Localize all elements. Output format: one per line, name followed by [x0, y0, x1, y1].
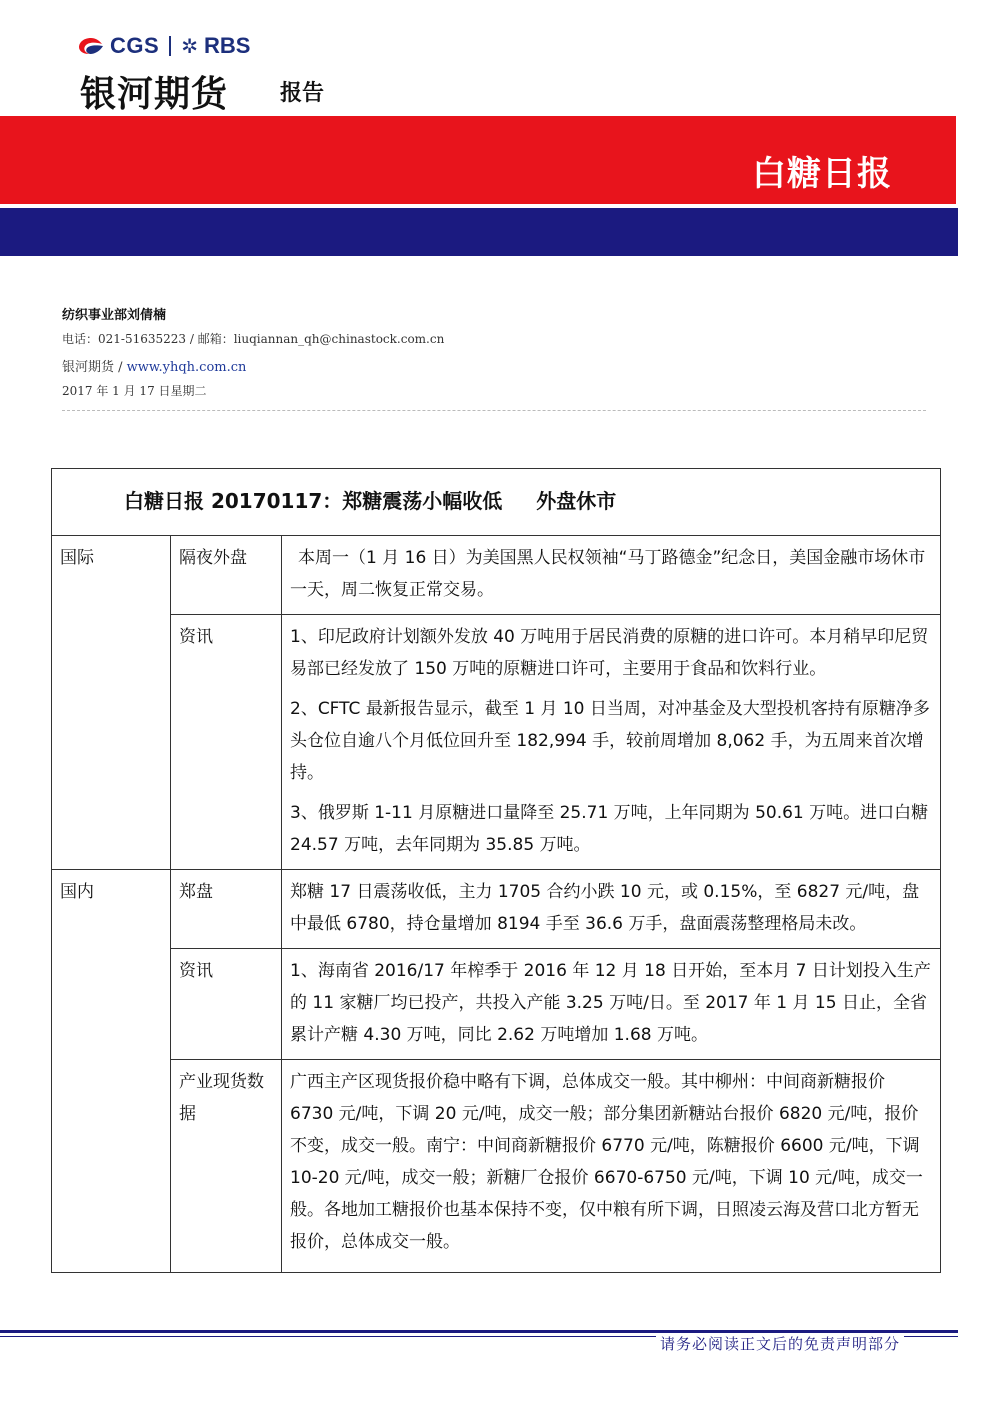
topic-cell: 产业现货数据 [171, 1060, 282, 1273]
content-paragraph: 本周一（1 月 16 日）为美国黑人民权领袖“马丁路德金”纪念日，美国金融市场休市一天，周二恢复正常交易。 [290, 548, 926, 600]
brand-subtitle: 报告 [280, 81, 325, 106]
company-logo [78, 32, 250, 60]
brand-name: 银河期货 [80, 74, 229, 115]
topic-cell: 隔夜外盘 [171, 536, 282, 615]
table-row [52, 536, 941, 615]
rbs-daisy-icon: ✲ [181, 34, 198, 58]
report-title-main: 白糖日报 20170117：郑糖震荡小幅收低 [124, 489, 503, 513]
table-row [52, 870, 941, 949]
author-line: 纺织事业部刘倩楠 [62, 308, 167, 323]
table-row [52, 615, 941, 870]
content-cell [282, 536, 941, 615]
content-cell [282, 1060, 941, 1273]
site-link[interactable]: www.yhqh.com.cn [126, 360, 247, 375]
logo-divider [169, 36, 171, 56]
report-title-cell [52, 469, 941, 536]
title-banner [0, 116, 956, 204]
table-row [52, 949, 941, 1060]
report-title-secondary: 外盘休市 [536, 489, 617, 513]
report-title [52, 469, 940, 515]
contact-line: 电话：021-51635223 / 邮箱：liuqiannan_qh@chinastock.com.cn [62, 332, 445, 346]
content-cell [282, 615, 941, 870]
report-table [51, 468, 941, 1273]
region-cell: 国际 [52, 536, 171, 870]
website-line [62, 356, 246, 375]
topic-cell: 郑盘 [171, 870, 282, 949]
dashed-divider [62, 410, 926, 411]
table-row [52, 1060, 941, 1273]
blue-banner [0, 208, 958, 256]
report-date: 2017 年 1 月 17 日星期二 [62, 384, 207, 398]
logo-cgs-text: CGS [110, 33, 160, 58]
content-paragraph: 1、印尼政府计划额外发放 40 万吨用于居民消费的原糖的进口许可。本月稍早印尼贸易部已经发放了 150 万吨的原糖进口许可，主要用于食品和饮料行业。 [290, 627, 929, 679]
content-paragraph: 郑糖 17 日震荡收低，主力 1705 合约小跌 10 元，或 0.15%，至 6827 元/吨，盘中最低 6780，持仓量增加 8194 手至 36.6 万手，盘面震荡整理格局未改。 [290, 882, 920, 934]
site-name: 银河期货 / [62, 360, 123, 375]
cgs-swoosh-icon [78, 36, 104, 56]
region-cell: 国内 [52, 870, 171, 1273]
content-paragraph: 广西主产区现货报价稳中略有下调，总体成交一般。其中柳州：中间商新糖报价 6730 元/吨，下调 20 元/吨，成交一般；部分集团新糖站台报价 6820 元/吨，报价不变，成交一般。南宁：中间商新糖报价 6770 元/吨，陈糖报价 6600 元/吨，下调 10-20 元/吨，成交一般；新糖厂仓报价 6670-6750 元/吨，下调 10 元/吨，成交一般。各地加工糖报价也基本保持不变，仅中粮有所下调，日照凌云海及营口北方暂无报价，总体成交一般。 [290, 1072, 923, 1252]
topic-cell: 资讯 [171, 615, 282, 870]
report-name: 白糖日报 [752, 154, 892, 194]
footer-disclaimer: 请务必阅读正文后的免责声明部分 [656, 1333, 904, 1354]
content-cell [282, 949, 941, 1060]
content-paragraph: 3、俄罗斯 1-11 月原糖进口量降至 25.71 万吨，上年同期为 50.61 万吨。进口白糖 24.57 万吨，去年同期为 35.85 万吨。 [290, 803, 929, 855]
content-cell [282, 870, 941, 949]
content-paragraph: 2、CFTC 最新报告显示，截至 1 月 10 日当周，对冲基金及大型投机客持有原糖净多头仓位自逾八个月低位回升至 182,994 手，较前周增加 8,062 手，为五周来首次增持。 [290, 699, 930, 783]
topic-cell: 资讯 [171, 949, 282, 1060]
logo-rbs-text: RBS [203, 33, 251, 58]
content-paragraph: 1、海南省 2016/17 年榨季于 2016 年 12 月 18 日开始，至本月 7 日计划投入生产的 11 家糖厂均已投产，共投入产能 3.25 万吨/日。至 2017 年 1 月 15 日止，全省累计产糖 4.30 万吨，同比 2.62 万吨增加 1.68 万吨。 [290, 961, 931, 1045]
